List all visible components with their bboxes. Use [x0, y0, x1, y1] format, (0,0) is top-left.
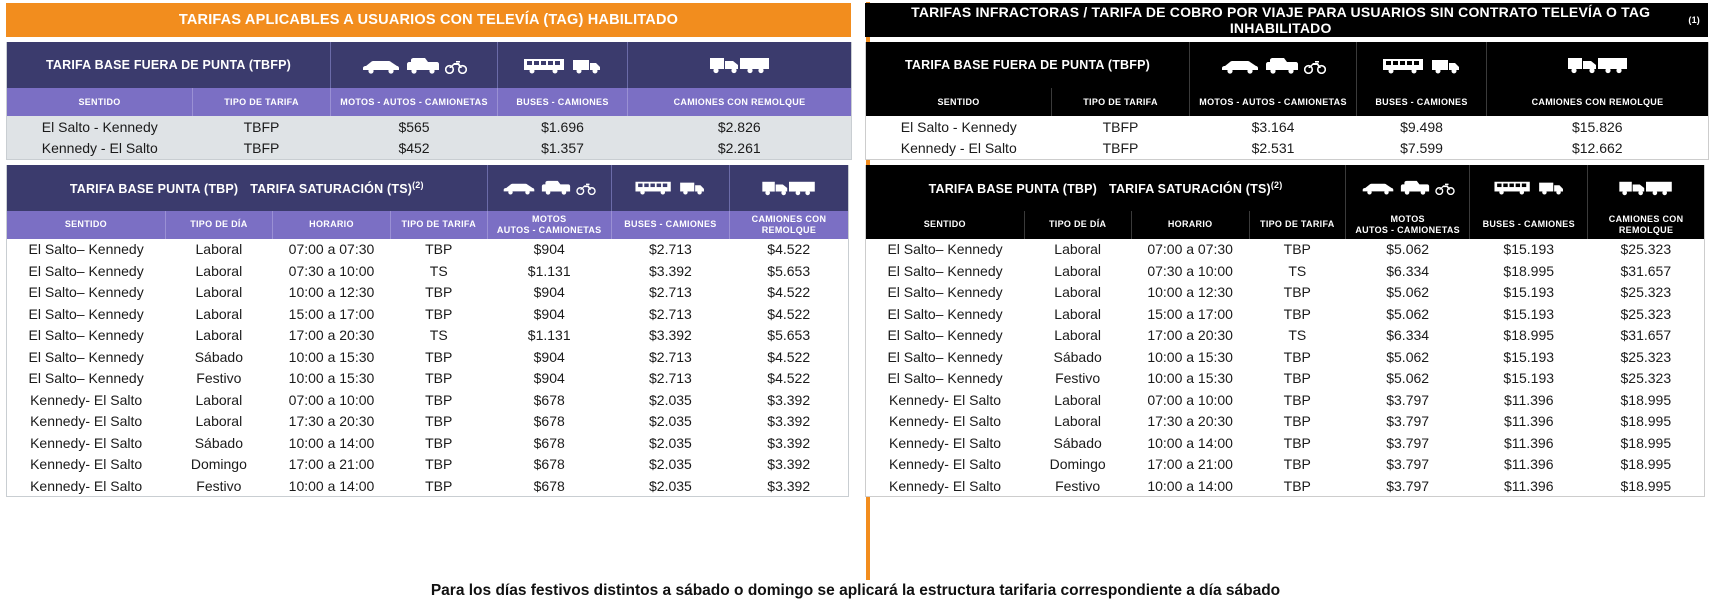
col-buses-camiones: BUSES - CAMIONES: [1357, 88, 1487, 116]
cell-remolque: $15.826: [1487, 116, 1709, 138]
cell-tipo-tarifa: TS: [1249, 260, 1345, 282]
col-motos-autos-camionetas: [1346, 211, 1470, 239]
cell-buses: $15.193: [1470, 282, 1588, 304]
cell-buses: $2.713: [611, 282, 729, 304]
table-row: [866, 239, 1705, 261]
cell-buses: $7.599: [1357, 138, 1487, 160]
cell-tipo-dia: Laboral: [165, 325, 272, 347]
col-remolque-line1: CAMIONES CON: [1608, 214, 1684, 225]
cell-tipo-dia: Laboral: [1024, 303, 1131, 325]
left-tbfp-block: [6, 42, 849, 160]
cell-tipo-tarifa: TS: [390, 260, 487, 282]
tbp-title: TARIFA BASE PUNTA (TBP): [69, 181, 239, 196]
camion-remolque-icon: [628, 42, 852, 88]
cell-motos: $904: [487, 239, 611, 261]
col-tipo-tarifa: TIPO DE TARIFA: [1249, 211, 1345, 239]
cell-sentido: El Salto– Kennedy: [7, 325, 166, 347]
cell-tipo-dia: Festivo: [1024, 368, 1131, 390]
cell-tipo-dia: Laboral: [165, 260, 272, 282]
cell-motos: $6.334: [1346, 325, 1470, 347]
cell-tipo-tarifa: TBP: [1249, 454, 1345, 476]
table-row: [7, 303, 849, 325]
footnote: Para los días festivos distintos a sábado o domingo se aplicará la estructura tarifaria correspondiente a día sábado: [430, 582, 1281, 599]
cell-buses: $2.713: [611, 368, 729, 390]
table-row: [866, 116, 1709, 138]
col-buses-camiones: BUSES - CAMIONES: [611, 211, 729, 239]
cell-buses: $2.713: [611, 303, 729, 325]
ts-title: TARIFA SATURACIÓN (TS): [250, 181, 413, 196]
table-row: [866, 325, 1705, 347]
cell-sentido: El Salto– Kennedy: [7, 260, 166, 282]
moto-auto-camioneta-icons: [331, 42, 498, 88]
cell-remolque: $31.657: [1588, 325, 1705, 347]
col-buses-camiones: BUSES - CAMIONES: [498, 88, 628, 116]
right-tbfp-header-row: [866, 42, 1709, 88]
cell-tipo-tarifa: TBFP: [1052, 116, 1190, 138]
cell-sentido: El Salto– Kennedy: [7, 368, 166, 390]
right-tbfp-table: [865, 42, 1709, 160]
table-row: [7, 116, 852, 138]
bus-camion-icons: [498, 42, 628, 88]
cell-motos: $5.062: [1346, 303, 1470, 325]
col-motos-line1: MOTOS: [532, 214, 567, 225]
table-row: [866, 303, 1705, 325]
cell-tipo-dia: Sábado: [1024, 346, 1131, 368]
col-horario: HORARIO: [1131, 211, 1249, 239]
table-row: [866, 260, 1705, 282]
cell-tipo-tarifa: TBP: [390, 239, 487, 261]
right-tbfp-column-headers: [866, 88, 1709, 116]
cell-tipo-tarifa: TBP: [390, 346, 487, 368]
cell-motos: $6.334: [1346, 260, 1470, 282]
cell-horario: 10:00 a 14:00: [272, 475, 390, 497]
camion-remolque-icon: [1487, 42, 1709, 88]
cell-sentido: El Salto - Kennedy: [866, 116, 1052, 138]
cell-sentido: Kennedy - El Salto: [7, 138, 193, 160]
cell-sentido: El Salto– Kennedy: [866, 346, 1025, 368]
cell-buses: $2.713: [611, 239, 729, 261]
cell-remolque: $31.657: [1588, 260, 1705, 282]
table-row: [7, 475, 849, 497]
moto-auto-camioneta-icons: [1346, 165, 1470, 211]
cell-tipo-dia: Laboral: [165, 303, 272, 325]
cell-remolque: $12.662: [1487, 138, 1709, 160]
left-tbp-block: [6, 165, 849, 498]
cell-tipo-tarifa: TBP: [1249, 432, 1345, 454]
table-row: [7, 346, 849, 368]
table-row: [7, 368, 849, 390]
cell-motos: $1.131: [487, 325, 611, 347]
cell-horario: 17:00 a 21:00: [1131, 454, 1249, 476]
cell-buses: $15.193: [1470, 239, 1588, 261]
cell-horario: 17:00 a 20:30: [272, 325, 390, 347]
cell-tipo-tarifa: TBP: [1249, 389, 1345, 411]
cell-tipo-dia: Festivo: [1024, 475, 1131, 497]
col-tipo-tarifa: TIPO DE TARIFA: [193, 88, 331, 116]
cell-motos: $5.062: [1346, 239, 1470, 261]
cell-remolque: $3.392: [729, 454, 848, 476]
cell-buses: $1.696: [498, 116, 628, 138]
cell-tipo-dia: Laboral: [165, 282, 272, 304]
bus-camion-icons: [1470, 165, 1588, 211]
cell-tipo-dia: Domingo: [1024, 454, 1131, 476]
right-tbp-block: [865, 165, 1705, 498]
cell-remolque: $25.323: [1588, 346, 1705, 368]
cell-buses: $2.035: [611, 389, 729, 411]
cell-tipo-dia: Festivo: [165, 368, 272, 390]
cell-tipo-dia: Laboral: [1024, 411, 1131, 433]
cell-motos: $904: [487, 303, 611, 325]
bus-camion-icons: [1357, 42, 1487, 88]
cell-sentido: Kennedy- El Salto: [7, 411, 166, 433]
cell-tipo-tarifa: TBFP: [193, 138, 331, 160]
left-tbfp-table: [6, 42, 852, 160]
table-row: [7, 432, 849, 454]
left-tbfp-column-headers: [7, 88, 852, 116]
cell-sentido: Kennedy- El Salto: [7, 475, 166, 497]
cell-motos: $5.062: [1346, 346, 1470, 368]
cell-motos: $678: [487, 389, 611, 411]
col-camiones-remolque: [1588, 211, 1705, 239]
cell-sentido: El Salto - Kennedy: [7, 116, 193, 138]
cell-tipo-dia: Laboral: [1024, 282, 1131, 304]
cell-horario: 17:30 a 20:30: [1131, 411, 1249, 433]
col-sentido: SENTIDO: [866, 211, 1025, 239]
cell-motos: $3.797: [1346, 411, 1470, 433]
right-panel-banner-note: (1): [1688, 15, 1700, 25]
cell-horario: 17:00 a 21:00: [272, 454, 390, 476]
cell-remolque: $25.323: [1588, 282, 1705, 304]
table-row: [7, 260, 849, 282]
ts-title: TARIFA SATURACIÓN (TS): [1109, 181, 1271, 196]
col-camiones-remolque: CAMIONES CON REMOLQUE: [628, 88, 852, 116]
cell-tipo-tarifa: TBP: [1249, 239, 1345, 261]
table-row: [7, 454, 849, 476]
cell-horario: 10:00 a 12:30: [1131, 282, 1249, 304]
cell-horario: 15:00 a 17:00: [272, 303, 390, 325]
table-row: [866, 475, 1705, 497]
col-motos-autos-camionetas: [487, 211, 611, 239]
cell-remolque: $4.522: [729, 239, 848, 261]
cell-tipo-tarifa: TBP: [1249, 346, 1345, 368]
cell-buses: $3.392: [611, 325, 729, 347]
cell-tipo-dia: Laboral: [165, 411, 272, 433]
cell-sentido: El Salto– Kennedy: [7, 282, 166, 304]
left-panel: [0, 0, 855, 497]
right-panel: [855, 0, 1711, 497]
right-tbp-header-row: [866, 165, 1705, 211]
table-row: [7, 239, 849, 261]
cell-horario: 07:00 a 10:00: [272, 389, 390, 411]
tbp-title: TARIFA BASE PUNTA (TBP): [928, 181, 1098, 196]
cell-sentido: Kennedy - El Salto: [866, 138, 1052, 160]
cell-buses: $15.193: [1470, 346, 1588, 368]
col-camiones-remolque: [729, 211, 848, 239]
left-tbp-section-title: [7, 165, 488, 211]
cell-tipo-dia: Domingo: [165, 454, 272, 476]
cell-sentido: Kennedy- El Salto: [866, 432, 1025, 454]
cell-motos: $678: [487, 411, 611, 433]
col-sentido: SENTIDO: [7, 88, 193, 116]
col-remolque-line1: CAMIONES CON: [751, 214, 827, 225]
cell-sentido: El Salto– Kennedy: [866, 260, 1025, 282]
col-buses-camiones: BUSES - CAMIONES: [1470, 211, 1588, 239]
cell-buses: $11.396: [1470, 411, 1588, 433]
cell-tipo-tarifa: TBP: [1249, 303, 1345, 325]
right-panel-banner: [865, 3, 1708, 37]
cell-buses: $18.995: [1470, 325, 1588, 347]
cell-tipo-tarifa: TBP: [390, 282, 487, 304]
cell-horario: 10:00 a 15:30: [272, 346, 390, 368]
cell-tipo-dia: Laboral: [1024, 325, 1131, 347]
cell-horario: 07:00 a 07:30: [1131, 239, 1249, 261]
cell-sentido: Kennedy- El Salto: [866, 454, 1025, 476]
cell-motos: $565: [331, 116, 498, 138]
right-tbfp-section-title: TARIFA BASE FUERA DE PUNTA (TBFP): [866, 42, 1190, 88]
col-motos-autos-camionetas: MOTOS - AUTOS - CAMIONETAS: [331, 88, 498, 116]
col-motos-line2: AUTOS - CAMIONETAS: [1355, 224, 1460, 235]
table-row: [866, 454, 1705, 476]
col-motos-line1: MOTOS: [1390, 214, 1425, 225]
cell-motos: $5.062: [1346, 368, 1470, 390]
ts-note: (2): [1270, 179, 1283, 190]
cell-remolque: $2.826: [628, 116, 852, 138]
col-remolque-line2: REMOLQUE: [1618, 224, 1674, 235]
table-row: [866, 411, 1705, 433]
cell-buses: $11.396: [1470, 389, 1588, 411]
cell-motos: $678: [487, 454, 611, 476]
col-motos-line2: AUTOS - CAMIONETAS: [496, 224, 602, 235]
cell-horario: 10:00 a 15:30: [1131, 346, 1249, 368]
camion-remolque-icon: [729, 165, 848, 211]
table-row: [866, 368, 1705, 390]
table-row: [7, 282, 849, 304]
cell-remolque: $3.392: [729, 432, 848, 454]
cell-sentido: Kennedy- El Salto: [866, 475, 1025, 497]
col-tipo-tarifa: TIPO DE TARIFA: [1052, 88, 1190, 116]
cell-sentido: El Salto– Kennedy: [7, 239, 166, 261]
cell-buses: $18.995: [1470, 260, 1588, 282]
col-remolque-line2: REMOLQUE: [761, 224, 817, 235]
cell-buses: $9.498: [1357, 116, 1487, 138]
cell-remolque: $3.392: [729, 389, 848, 411]
cell-horario: 10:00 a 14:00: [272, 432, 390, 454]
cell-sentido: Kennedy- El Salto: [866, 411, 1025, 433]
cell-sentido: El Salto– Kennedy: [866, 239, 1025, 261]
cell-motos: $3.164: [1190, 116, 1357, 138]
moto-auto-camioneta-icons: [487, 165, 611, 211]
cell-sentido: El Salto– Kennedy: [866, 303, 1025, 325]
cell-tipo-tarifa: TBP: [1249, 368, 1345, 390]
cell-buses: $2.713: [611, 346, 729, 368]
moto-auto-camioneta-icons: [1190, 42, 1357, 88]
cell-sentido: El Salto– Kennedy: [866, 368, 1025, 390]
cell-horario: 10:00 a 14:00: [1131, 432, 1249, 454]
cell-sentido: Kennedy- El Salto: [7, 432, 166, 454]
right-tbp-column-headers: [866, 211, 1705, 239]
col-tipo-dia: TIPO DE DÍA: [165, 211, 272, 239]
cell-tipo-tarifa: TBP: [390, 454, 487, 476]
cell-motos: $3.797: [1346, 389, 1470, 411]
cell-motos: $1.131: [487, 260, 611, 282]
cell-motos: $678: [487, 432, 611, 454]
cell-tipo-tarifa: TS: [1249, 325, 1345, 347]
table-row: [866, 389, 1705, 411]
cell-remolque: $18.995: [1588, 432, 1705, 454]
cell-remolque: $5.653: [729, 260, 848, 282]
left-tbp-header-row: [7, 165, 849, 211]
left-tbfp-section-title: TARIFA BASE FUERA DE PUNTA (TBFP): [7, 42, 331, 88]
cell-sentido: El Salto– Kennedy: [866, 282, 1025, 304]
ts-note: (2): [412, 179, 424, 190]
table-row: [866, 432, 1705, 454]
col-horario: HORARIO: [272, 211, 390, 239]
cell-tipo-tarifa: TBP: [390, 411, 487, 433]
cell-tipo-dia: Laboral: [165, 389, 272, 411]
cell-tipo-tarifa: TBP: [390, 475, 487, 497]
cell-motos: $452: [331, 138, 498, 160]
cell-horario: 17:00 a 20:30: [1131, 325, 1249, 347]
cell-buses: $11.396: [1470, 475, 1588, 497]
cell-tipo-tarifa: TBP: [1249, 411, 1345, 433]
cell-buses: $3.392: [611, 260, 729, 282]
cell-tipo-dia: Laboral: [1024, 389, 1131, 411]
cell-horario: 07:00 a 10:00: [1131, 389, 1249, 411]
table-row: [7, 138, 852, 160]
cell-horario: 07:30 a 10:00: [1131, 260, 1249, 282]
cell-horario: 07:30 a 10:00: [272, 260, 390, 282]
cell-tipo-dia: Laboral: [165, 239, 272, 261]
cell-tipo-dia: Sábado: [165, 346, 272, 368]
cell-remolque: $3.392: [729, 411, 848, 433]
col-sentido: SENTIDO: [866, 88, 1052, 116]
col-tipo-tarifa: TIPO DE TARIFA: [390, 211, 487, 239]
cell-tipo-tarifa: TBFP: [1052, 138, 1190, 160]
cell-sentido: Kennedy- El Salto: [7, 454, 166, 476]
cell-tipo-tarifa: TBP: [1249, 475, 1345, 497]
cell-buses: $11.396: [1470, 454, 1588, 476]
col-sentido: SENTIDO: [7, 211, 166, 239]
table-row: [866, 346, 1705, 368]
cell-remolque: $4.522: [729, 368, 848, 390]
cell-remolque: $18.995: [1588, 389, 1705, 411]
cell-remolque: $25.323: [1588, 303, 1705, 325]
cell-motos: $3.797: [1346, 454, 1470, 476]
cell-remolque: $25.323: [1588, 368, 1705, 390]
cell-sentido: El Salto– Kennedy: [7, 303, 166, 325]
table-row: [7, 389, 849, 411]
cell-tipo-tarifa: TBP: [390, 303, 487, 325]
cell-horario: 15:00 a 17:00: [1131, 303, 1249, 325]
cell-horario: 10:00 a 12:30: [272, 282, 390, 304]
cell-remolque: $5.653: [729, 325, 848, 347]
cell-motos: $904: [487, 346, 611, 368]
right-tbp-table: [865, 165, 1705, 498]
cell-buses: $11.396: [1470, 432, 1588, 454]
right-panel-banner-text: TARIFAS INFRACTORAS / TARIFA DE COBRO POR VIAJE PARA USUARIOS SIN CONTRATO TELEVÍA O TAG INHABILITADO: [911, 4, 1651, 36]
left-tbp-table: [6, 165, 849, 498]
cell-horario: 10:00 a 15:30: [1131, 368, 1249, 390]
cell-buses: $15.193: [1470, 368, 1588, 390]
col-tipo-dia: TIPO DE DÍA: [1024, 211, 1131, 239]
cell-buses: $1.357: [498, 138, 628, 160]
cell-buses: $2.035: [611, 475, 729, 497]
left-tbp-column-headers: [7, 211, 849, 239]
right-tbp-section-title: [866, 165, 1346, 211]
cell-motos: $3.797: [1346, 432, 1470, 454]
table-row: [866, 282, 1705, 304]
table-row: [7, 411, 849, 433]
cell-tipo-dia: Festivo: [165, 475, 272, 497]
cell-remolque: $18.995: [1588, 411, 1705, 433]
cell-tipo-tarifa: TBP: [390, 432, 487, 454]
cell-tipo-tarifa: TS: [390, 325, 487, 347]
bus-camion-icons: [611, 165, 729, 211]
cell-horario: 10:00 a 15:30: [272, 368, 390, 390]
cell-sentido: Kennedy- El Salto: [866, 389, 1025, 411]
cell-motos: $5.062: [1346, 282, 1470, 304]
cell-motos: $2.531: [1190, 138, 1357, 160]
left-panel-banner: TARIFAS APLICABLES A USUARIOS CON TELEVÍA (TAG) HABILITADO: [6, 3, 851, 37]
cell-buses: $15.193: [1470, 303, 1588, 325]
col-camiones-remolque: CAMIONES CON REMOLQUE: [1487, 88, 1709, 116]
cell-tipo-dia: Laboral: [1024, 260, 1131, 282]
cell-buses: $2.035: [611, 454, 729, 476]
cell-remolque: $4.522: [729, 303, 848, 325]
cell-remolque: $2.261: [628, 138, 852, 160]
cell-remolque: $3.392: [729, 475, 848, 497]
col-motos-autos-camionetas: MOTOS - AUTOS - CAMIONETAS: [1190, 88, 1357, 116]
cell-remolque: $18.995: [1588, 454, 1705, 476]
cell-tipo-dia: Laboral: [1024, 239, 1131, 261]
camion-remolque-icon: [1588, 165, 1705, 211]
cell-sentido: El Salto– Kennedy: [866, 325, 1025, 347]
cell-remolque: $18.995: [1588, 475, 1705, 497]
cell-buses: $2.035: [611, 411, 729, 433]
cell-remolque: $4.522: [729, 346, 848, 368]
cell-motos: $904: [487, 282, 611, 304]
cell-sentido: Kennedy- El Salto: [7, 389, 166, 411]
cell-tipo-tarifa: TBP: [390, 389, 487, 411]
cell-tipo-dia: Sábado: [165, 432, 272, 454]
cell-horario: 07:00 a 07:30: [272, 239, 390, 261]
cell-motos: $904: [487, 368, 611, 390]
cell-remolque: $4.522: [729, 282, 848, 304]
cell-sentido: El Salto– Kennedy: [7, 346, 166, 368]
cell-horario: 17:30 a 20:30: [272, 411, 390, 433]
cell-tipo-dia: Sábado: [1024, 432, 1131, 454]
right-tbfp-block: [865, 42, 1705, 160]
cell-tipo-tarifa: TBFP: [193, 116, 331, 138]
left-tbfp-header-row: [7, 42, 852, 88]
cell-tipo-tarifa: TBP: [1249, 282, 1345, 304]
cell-horario: 10:00 a 14:00: [1131, 475, 1249, 497]
table-row: [7, 325, 849, 347]
table-row: [866, 138, 1709, 160]
cell-tipo-tarifa: TBP: [390, 368, 487, 390]
cell-remolque: $25.323: [1588, 239, 1705, 261]
cell-motos: $678: [487, 475, 611, 497]
cell-motos: $3.797: [1346, 475, 1470, 497]
cell-buses: $2.035: [611, 432, 729, 454]
